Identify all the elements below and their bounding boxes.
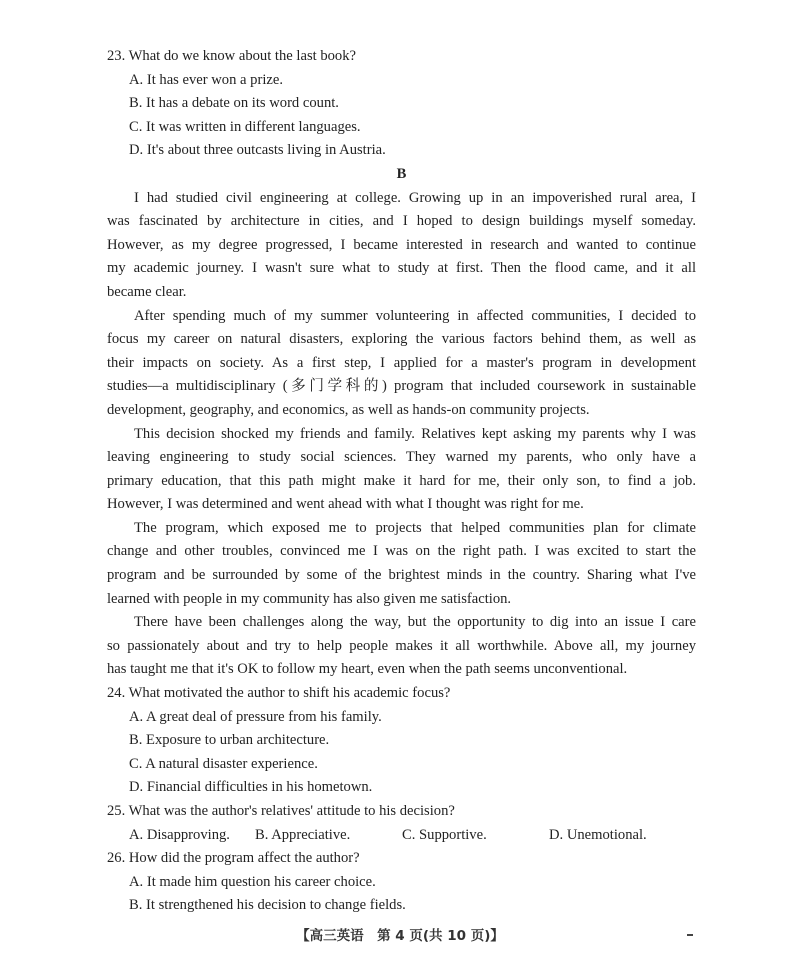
option-c: C. It was written in different languages.	[129, 118, 361, 135]
option-a: A. It made him question his career choice.	[129, 873, 376, 890]
option-d: D. Financial difficulties in his hometown.	[129, 779, 373, 796]
option-a: A. It has ever won a prize.	[129, 71, 283, 88]
question-stem: 24. What motivated the author to shift his academic focus?	[107, 685, 451, 702]
paragraph-line: This decision shocked my friends and family. Relatives kept asking my parents why I was	[134, 425, 696, 442]
paragraph	[107, 611, 696, 682]
paragraph-line: There have been challenges along the way, but the opportunity to dig into an issue I care	[134, 614, 696, 631]
option-a: A. A great deal of pressure from his family.	[129, 708, 382, 725]
exam-page	[107, 45, 696, 918]
paragraph-line: I had studied civil engineering at college. Growing up in an impoverished rural area, I	[134, 189, 696, 206]
option-b: B. Exposure to urban architecture.	[129, 732, 330, 749]
paragraph-line: After spending much of my summer volunteering in affected communities, I decided to	[134, 307, 696, 324]
paragraph-line: so passionately about and try to help people makes it all worthwhile. Above all, my journey	[107, 637, 696, 654]
option-d: D. Unemotional.	[549, 826, 647, 843]
paragraph-line: has taught me that it's OK to follow my heart, even when the path seems unconventional.	[107, 661, 628, 678]
question-24	[107, 682, 696, 800]
option-c: C. Supportive.	[402, 826, 487, 843]
option-d: D. It's about three outcasts living in Austria.	[129, 142, 386, 159]
paragraph-line: was fascinated by architecture in cities, and I hoped to design buildings myself someday.	[107, 213, 696, 230]
paragraph-line: my academic journey. I wasn't sure what to study at first. Then the flood came, and it all	[107, 260, 696, 277]
question-26	[107, 847, 696, 918]
paragraph-line: primary education, that this path might make it hard for me, their only son, to find a job.	[107, 472, 696, 489]
reading-passage	[107, 187, 696, 682]
option-a: A. Disapproving.	[129, 826, 230, 843]
paragraph-line: studies—a multidisciplinary (多门学科的) program that included coursework in sustainable	[107, 378, 696, 395]
question-stem: 23. What do we know about the last book?	[107, 48, 356, 64]
section-heading: B	[396, 165, 407, 182]
paragraph	[107, 423, 696, 517]
option-b: B. It has a debate on its word count.	[129, 95, 339, 112]
paragraph-line: their impacts on society. As a first step, I applied for a master's program in development	[107, 354, 696, 371]
paragraph	[107, 187, 696, 305]
paragraph-line: However, as my degree progressed, I became interested in research and wanted to continue	[107, 236, 696, 253]
paragraph-line: leaving engineering to study social sciences. They warned my parents, who only have a	[107, 449, 696, 466]
paragraph	[107, 517, 696, 611]
question-stem: 25. What was the author's relatives' attitude to his decision?	[107, 803, 455, 819]
paragraph-line: learned with people in my community has also given me satisfaction.	[107, 590, 512, 607]
page-footer: 【高三英语 第 4 页(共 10 页)】	[296, 928, 504, 944]
question-25	[107, 800, 696, 847]
paragraph-line: The program, which exposed me to projects that helped communities plan for climate	[134, 519, 696, 536]
paragraph-line: However, I was determined and went ahead with what I thought was right for me.	[107, 496, 584, 513]
paragraph	[107, 305, 696, 423]
question-stem: 26. How did the program affect the author?	[107, 850, 360, 867]
options-row	[107, 824, 696, 848]
paragraph-line: program and be surrounded by some of the brightest minds in the country. Sharing what I've	[107, 567, 696, 584]
scan-mark	[687, 934, 693, 936]
paragraph-line: development, geography, and economics, as well as hands-on community projects.	[107, 401, 590, 418]
paragraph-line: change and other troubles, convinced me I was on the right path. I was excited to start the	[107, 543, 696, 560]
question-23	[107, 45, 696, 163]
paragraph-line: became clear.	[107, 283, 187, 300]
option-b: B. Appreciative.	[255, 826, 351, 843]
option-c: C. A natural disaster experience.	[129, 755, 318, 772]
option-b: B. It strengthened his decision to change fields.	[129, 897, 406, 914]
paragraph-line: focus my career on natural disasters, exploring the various factors behind them, as well as	[107, 331, 696, 348]
